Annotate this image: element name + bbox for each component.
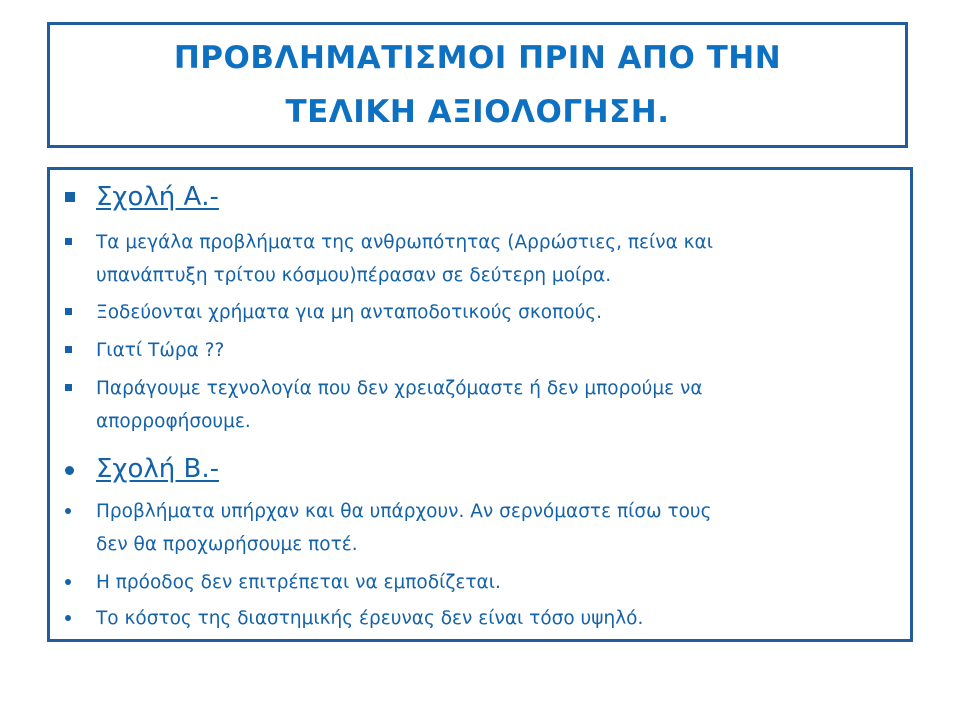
list-item-text [96, 296, 896, 329]
list-item-text [96, 226, 896, 292]
list-item-line: Το κόστος της διαστημικής έρευνας δεν είναι τόσο υψηλό. [96, 608, 644, 629]
list-item-text [96, 372, 896, 438]
slide-title-line-1: ΠΡΟΒΛΗΜΑΤΙΣΜΟΙ ΠΡΙΝ ΑΠΟ ΤΗΝ [173, 40, 782, 76]
list-item-line: απορροφήσουμε. [96, 411, 251, 432]
list-item-text [96, 602, 896, 635]
list-item-line: Η πρόοδος δεν επιτρέπεται να εμποδίζεται. [96, 572, 501, 593]
title-box [47, 22, 908, 148]
square-bullet-icon [65, 308, 72, 315]
list-item-text [96, 566, 896, 599]
list-item-line: Παράγουμε τεχνολογία που δεν χρειαζόμαστε ή δεν μπορούμε να [96, 378, 703, 399]
list-item-line: Ξοδεύονται χρήματα για μη ανταποδοτικούς σκοπούς. [96, 302, 603, 323]
square-bullet-icon [65, 238, 72, 245]
slide-title [174, 31, 781, 139]
list-item-text [96, 334, 896, 367]
dot-bullet-icon [65, 508, 71, 514]
dot-bullet-icon [65, 579, 71, 585]
square-bullet-icon [65, 346, 72, 353]
school-a-heading: Σχολή Α.- [96, 182, 219, 212]
list-item-line: δεν θα προχωρήσουμε ποτέ. [96, 534, 358, 555]
square-bullet-icon [65, 384, 72, 391]
content-box [47, 167, 913, 642]
school-b-heading: Σχολή Β.- [96, 454, 219, 484]
list-item-line: υπανάπτυξη τρίτου κόσμου)πέρασαν σε δεύτερη μοίρα. [96, 265, 612, 286]
list-item-text [96, 495, 896, 561]
list-item-line: Προβλήματα υπήρχαν και θα υπάρχουν. Αν σερνόμαστε πίσω τους [96, 501, 712, 522]
dot-bullet-icon [65, 615, 71, 621]
slide-title-line-2: ΤΕΛΙΚΗ ΑΞΙΟΛΟΓΗΣΗ. [285, 94, 670, 130]
list-item-line: Τα μεγάλα προβλήματα της ανθρωπότητας (Αρρώστιες, πείνα και [96, 232, 714, 253]
square-bullet-icon [65, 192, 75, 202]
dot-bullet-icon [65, 466, 74, 475]
list-item-line: Γιατί Τώρα ?? [96, 340, 225, 361]
